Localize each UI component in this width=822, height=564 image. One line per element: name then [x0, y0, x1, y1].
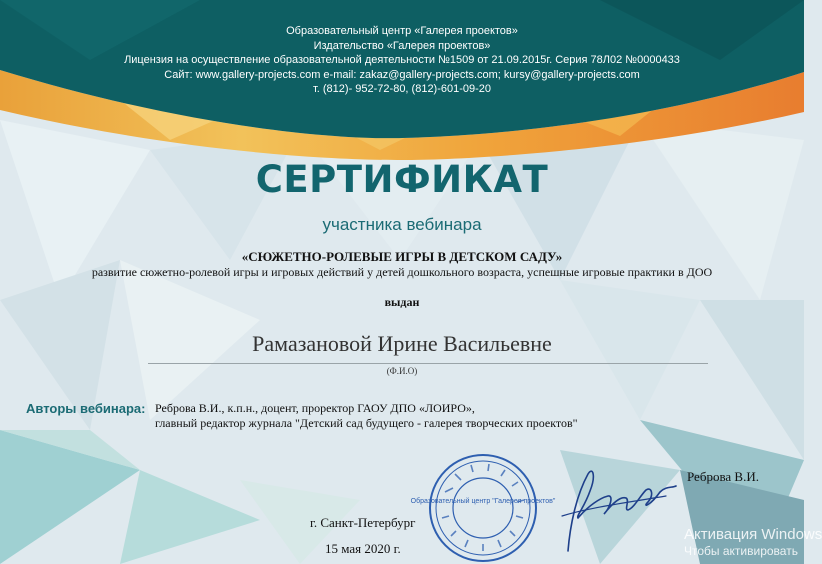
- phone-info: т. (812)- 952-72-80, (812)-601-09-20: [312, 83, 492, 96]
- stamp-seal: [410, 452, 556, 564]
- author-line-2: главный редактор журнала "Детский сад будущего - галерея творческих проектов": [155, 416, 578, 430]
- issued-label: выдан: [384, 295, 420, 309]
- authors-text: [155, 401, 578, 431]
- signer-name: Реброва В.И.: [687, 469, 759, 484]
- signature: [548, 456, 678, 556]
- org-name: Образовательный центр «Галерея проектов»: [286, 25, 518, 37]
- city: г. Санкт-Петербург: [310, 515, 416, 530]
- header-info: [0, 24, 804, 97]
- windows-activation-watermark: [684, 526, 822, 560]
- certificate-subtitle: участника вебинара: [322, 215, 482, 234]
- contact-info: Сайт: www.gallery-projects.com e-mail: zakaz@gallery-projects.com; kursy@gallery-projects.com: [164, 68, 640, 81]
- issue-date: 15 мая 2020 г.: [325, 541, 401, 556]
- webinar-name: «СЮЖЕТНО-РОЛЕВЫЕ ИГРЫ В ДЕТСКОМ САДУ»: [241, 249, 563, 264]
- watermark-line-1: Активация Windows: [684, 526, 822, 543]
- license-info: Лицензия на осуществление образовательной деятельности №1509 от 21.09.2015г. Серия 78Л02 №0000433: [124, 54, 680, 67]
- recipient-underline: [148, 363, 708, 364]
- publisher-name: Издательство «Галерея проектов»: [313, 39, 491, 52]
- certificate-title: СЕРТИФИКАТ: [255, 158, 549, 201]
- stamp-center-text: Образовательный центр "Галерея проектов": [410, 498, 556, 505]
- watermark-line-2: Чтобы активировать: [684, 544, 798, 558]
- webinar-description: развитие сюжетно-ролевой игры и игровых действий у детей дошкольного возраста, успешные игровые практики в ДОО: [91, 265, 713, 279]
- fio-label: (Ф.И.О): [386, 366, 418, 376]
- authors-label: Авторы вебинара:: [26, 401, 146, 416]
- author-line-1: Реброва В.И., к.п.н., доцент, проректор ГАОУ ДПО «ЛОИРО»,: [155, 401, 475, 415]
- recipient-name: Рамазановой Ирине Васильевне: [252, 331, 552, 356]
